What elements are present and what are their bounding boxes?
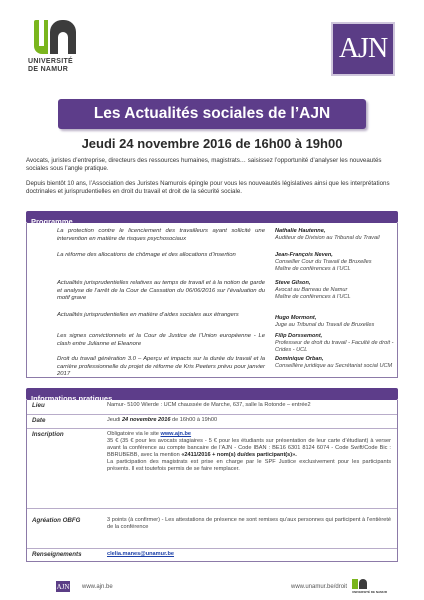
ajn-logo-text: AJN [338,33,388,64]
info-row-agreation [27,508,397,548]
info-label: Agréation OBFG [32,517,81,524]
inscription-mention: «2411/2016 + nom(s) du/des participant(s)». [181,452,297,458]
header [0,0,424,92]
programme-topic: Droit du travail génération 3.0 – Aperçu et impacts sur la durée du travail et la carrière professionnelle du projet de réforme de Kris Peeters prévu pour janvier 2017 [57,356,265,378]
speaker-name: Jean-François Neven, [275,252,333,258]
speaker-role: Auditeur de Division au Tribunal du Travail [275,235,380,241]
unamur-mark-icon [34,20,76,54]
speaker-name: Hugo Mormont, [275,315,317,321]
contact-email-link[interactable]: clelia.manes@unamur.be [107,551,175,557]
info-value [107,417,391,424]
programme-box [26,223,398,378]
info-row-renseignements [27,548,397,562]
programme-topic: Les signes convictionnels et la Cour de Justice de l’Union européenne - Le clash entre Julianne et Eleanore [57,333,265,347]
unamur-logo [28,20,88,74]
info-label: Inscription [32,431,64,438]
inscription-line3: La participation des magistrats est prise en charge par le SPF Justice exclusivement pour les participants présents. Il est toutefois permis de se faire remplacer. [107,459,391,472]
intro-paragraph-2: Depuis bientôt 10 ans, l’Association des Juristes Namurois épingle pour vous les nouveautés législatives ainsi que les interprétations doctrinales et jurisprudentielles en droit du travail et droit de la sécurité sociale. [26,180,390,196]
programme-topic: Actualités jurisprudentielles en matière d’aides sociales aux étrangers [57,312,239,318]
speaker-name: Filip Dorssemont, [275,333,323,339]
programme-speaker [275,252,395,273]
speaker-name: Steve Gilson, [275,280,311,286]
programme-topic: Actualités jurisprudentielles relatives au temps de travail et à la notion de garde et analyse de l’arrêt de la Cour de Cassation du 06/06/2016 sur l’évaluation du motif grave [57,280,265,302]
info-box [26,400,398,562]
date-suffix: de 16h00 à 19h00 [170,417,218,423]
info-label: Date [32,417,46,424]
info-row-inscription [27,428,397,508]
info-row-lieu [27,400,397,414]
page-title: Les Actualités sociales de l’AJN [93,105,331,122]
university-name: UNIVERSITÉ DE NAMUR [28,58,74,73]
title-banner [58,99,366,129]
ajn-logo [331,22,395,76]
programme-speaker [275,280,395,301]
date-prefix: Jeudi [107,417,122,423]
speaker-name: Nathalie Hautenne, [275,228,326,234]
footer [0,574,424,600]
speaker-role: Professeur de droit du travail - Faculté de droit - Crides - UCL [275,340,394,353]
speaker-role: Conseiller Cour du Travail de Bruxelles Maître de conférences à l’UCL [275,259,372,272]
footer-unamur-url[interactable]: www.unamur.be/droit [291,584,348,590]
programme-heading-bar [26,211,398,226]
info-value: Namur- 5100 Wierde : UCM chaussée de Marche, 637, salle la Rotonde – entrée2 [107,402,311,408]
footer-unamur-name: UNIVERSITÉ DE NAMUR [352,590,388,594]
info-value [107,431,391,473]
inscription-line1: Obligatoire via le site [107,431,161,437]
programme-speaker [275,333,395,354]
speaker-role: Juge au Tribunal du Travail de Bruxelles [275,322,375,328]
speaker-role: Avocat au Barreau de Namur Maître de conférences à l’UCL [275,287,351,300]
programme-topic: La protection contre le licenciement des travailleurs ayant sollicité une intervention en matière de risques psychosociaux [57,228,265,242]
event-date: Jeudi 24 novembre 2016 de 16h00 à 19h00 [81,136,343,151]
speaker-name: Dominique Orban, [275,356,324,362]
programme-topic: La réforme des allocations de chômage et des allocations d’insertion [57,252,236,258]
footer-ajn-logo [56,581,70,592]
programme-heading: Programme [31,217,73,226]
speaker-role: Conseillère juridique au Secrétariat social UCM [275,363,393,369]
footer-ajn-url[interactable]: www.ajn.be [82,584,113,590]
info-heading: Informations pratiques [31,394,113,403]
date-emphasis: 24 novembre 2016 [121,417,171,423]
ajn-website-link[interactable]: www.ajn.be [160,431,192,437]
info-label: Lieu [32,402,45,409]
info-heading-bar [26,388,398,403]
info-label: Renseignements [32,551,82,558]
programme-speaker [275,356,395,370]
footer-unamur-logo-icon [352,579,388,595]
info-value [107,551,391,558]
intro-paragraph-1: Avocats, juristes d’entreprise, directeurs des ressources humaines, magistrats… saisissez l’opportunité d’analyser les nouveautés sociales sous l’angle pratique. [26,157,382,173]
info-row-date [27,414,397,428]
footer-ajn-logo-text: AJN [56,582,70,591]
programme-speaker [275,315,395,329]
info-value: 3 points (à confirmer) - Les attestations de présence ne sont remises qu’aux personnes qui participent à l’entièreté de la conférence [107,517,391,530]
programme-speaker [275,228,395,242]
inscription-line2: 35 € (35 € pour les avocats stagiaires - 5 € pour les étudiants sur présentation de leur carte d’étudiant) à verser avant la conférence au compte bancaire de l’AJN - Code IBAN : BE16 6301 8124 6074 - Code Swift/Code Bic : BBRUBEBB, avec la mention [107,438,391,458]
